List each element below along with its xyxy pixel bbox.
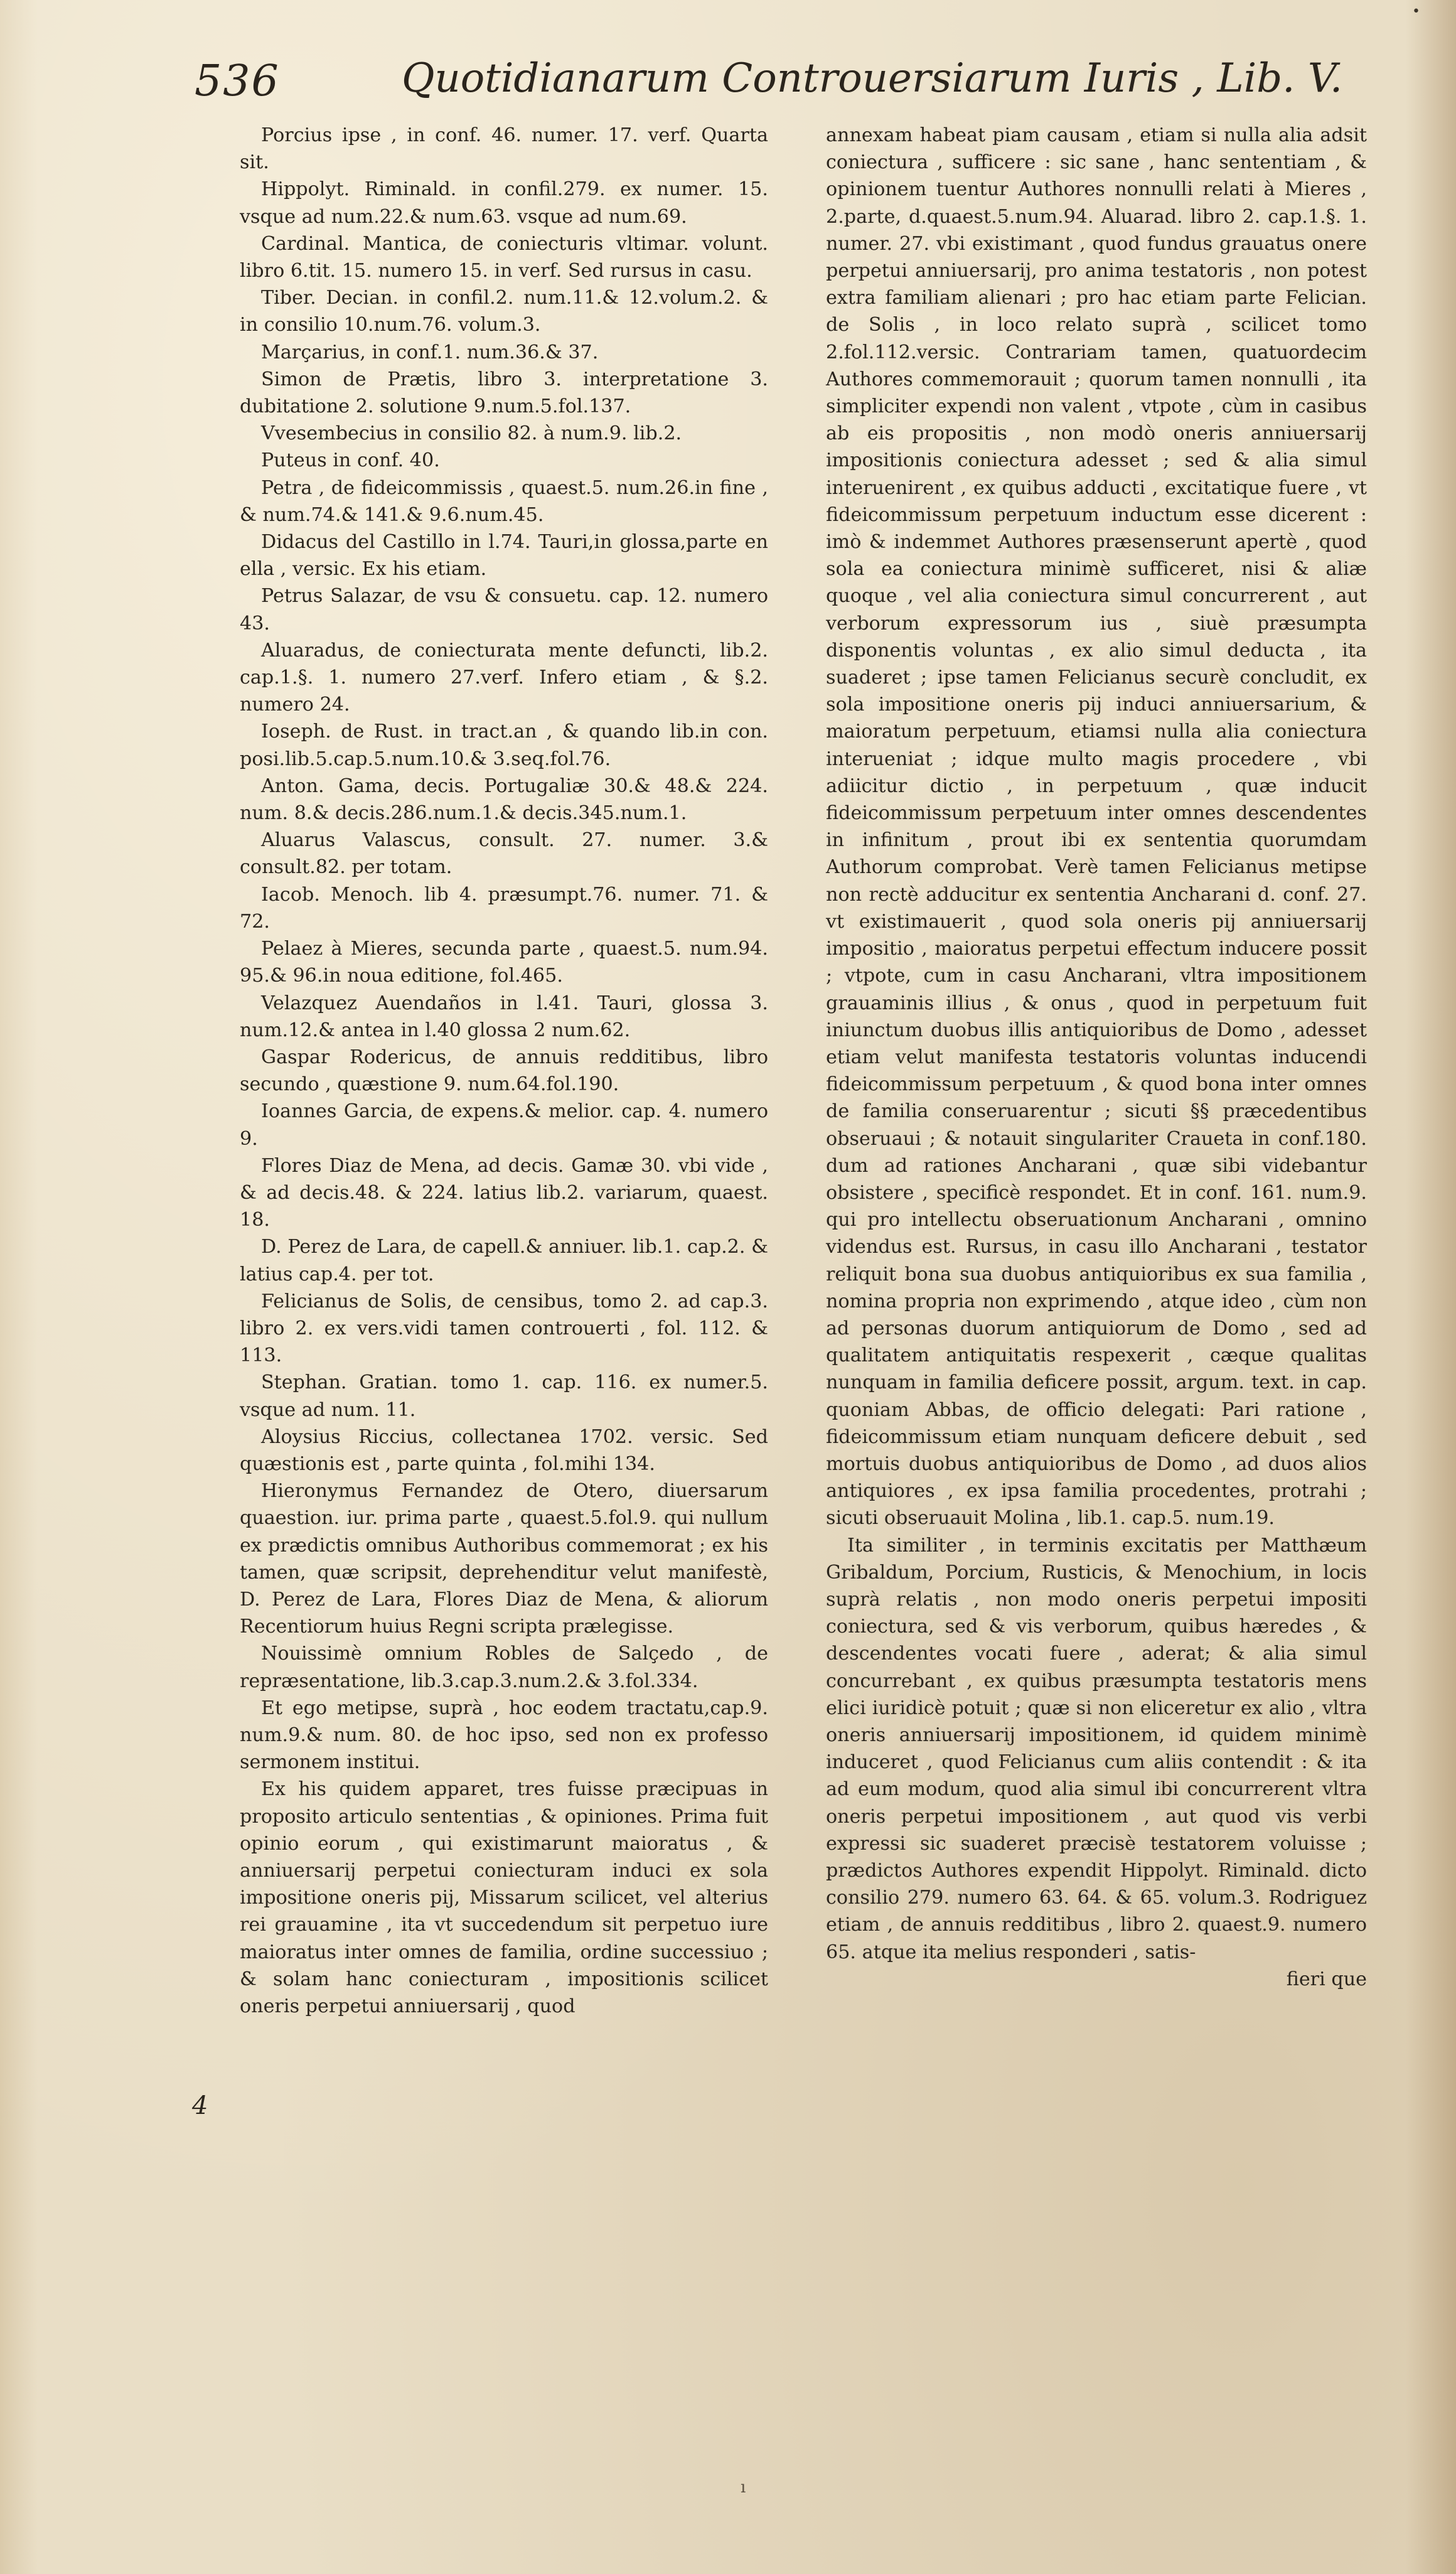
citation-entry: Velazquez Auendaños in l.41. Tauri, glossa 3. num.12.& antea in l.40 glossa 2 num.62. <box>240 992 768 1041</box>
citation-entry: Hippolyt. Riminald. in confil.279. ex numer. 15. vsque ad num.22.& num.63. vsque ad num.69. <box>240 178 768 228</box>
citation-entry: Stephan. Gratian. tomo 1. cap. 116. ex numer.5. vsque ad num. 11. <box>240 1371 768 1421</box>
citation-entry: Porcius ipse , in conf. 46. numer. 17. verf. Quarta sit. <box>240 124 768 174</box>
citation-entry: Aluarus Valascus, consult. 27. numer. 3.& consult.82. per totam. <box>240 829 768 879</box>
citation-entry: Didacus del Castillo in l.74. Tauri,in glossa,parte en ella , versic. Ex his etiam. <box>240 531 768 581</box>
citation-entry: Pelaez à Mieres, secunda parte , quaest.5. num.94. 95.& 96.in noua editione, fol.465. <box>240 938 768 987</box>
citation-entry: Aluaradus, de coniecturata mente defuncti, lib.2. cap.1.§. 1. numero 27.verf. Infero etiam , & §.2. numero 24. <box>240 639 768 716</box>
citation-entry: Simon de Prætis, libro 3. interpretatione 3. dubitatione 2. solutione 9.num.5.fol.137. <box>240 368 768 418</box>
citation-entry: Gaspar Rodericus, de annuis redditibus, libro secundo , quæstione 9. num.64.fol.190. <box>240 1046 768 1096</box>
citation-entry: Hieronymus Fernandez de Otero, diuersarum quaestion. iur. prima parte , quaest.5.fol.9. qui nullum ex prædictis omnibus Authoribus commemorat ; ex his tamen, quæ scripsit, deprehenditur velut manifestè, D. Perez de Lara, Flores Diaz de Mena, & aliorum Recentiorum huius Regni scripta prælegisse. <box>240 1480 768 1638</box>
citation-entry: Marçarius, in conf.1. num.36.& 37. <box>261 341 599 363</box>
page-number: 536 <box>195 56 280 106</box>
citation-entry: Puteus in conf. 40. <box>261 449 440 472</box>
body-paragraph: Ita similiter , in terminis excitatis per Matthæum Gribaldum, Porcium, Rusticis, & Menochium, in locis suprà relatis , non modo oneris perpetui impositi coniectura, sed & vis verborum, quibus hæredes , & descendentes vocati fuere , aderat; & alia simul concurrebant , ex quibus præsumpta testatoris mens elici iuridicè potuit ; quæ si non eliceretur ex alio , vltra oneris anniuersarij impositionem, id quidem minimè induceret , quod Felicianus cum aliis contendit : & ita ad eum modum, quod alia simul ibi concurrerent vltra oneris perpetui impositionem , aut quod vis verbi expressi sic suaderet præcisè testatorem voluisse ; prædictos Authores expendit Hippolyt. Riminald. dicto consilio 279. numero 63. 64. & 65. volum.3. Rodriguez etiam , de annuis redditibus , libro 2. quaest.9. numero 65. atque ita melius responderi , satis- <box>826 1534 1367 1963</box>
citation-entry: Cardinal. Mantica, de coniecturis vltimar. volunt. libro 6.tit. 15. numero 15. in verf. Sed rursus in casu. <box>240 232 768 282</box>
citation-entry: Iacob. Menoch. lib 4. præsumpt.76. numer. 71. & 72. <box>240 883 768 933</box>
citation-entry: Aloysius Riccius, collectanea 1702. versic. Sed quæstionis est , parte quinta , fol.mihi 134. <box>240 1425 768 1475</box>
page-header <box>195 51 1343 114</box>
body-paragraph: Ex his quidem apparet, tres fuisse præcipuas in proposito articulo sententias , & opiniones. Prima fuit opinio eorum , qui existimarunt maioratus , & anniuersarij perpetui coniecturam induci ex sola impositione oneris pij, Missarum scilicet, vel alterius rei grauamine , ita vt succedendum sit perpetuo iure maioratus inter omnes de familia, ordine successiuo ; & solam hanc coniecturam , impositionis scilicet oneris perpetui anniuersarij , quod <box>240 1778 768 2018</box>
citation-entry: Tiber. Decian. in confil.2. num.11.& 12.volum.2. & in consilio 10.num.76. volum.3. <box>240 287 768 336</box>
citation-entry: D. Perez de Lara, de capell.& anniuer. lib.1. cap.2. & latius cap.4. per tot. <box>240 1236 768 1285</box>
citation-entry: Nouissimè omnium Robles de Salçedo , de repræsentatione, lib.3.cap.3.num.2.& 3.fol.334. <box>240 1643 768 1692</box>
citation-entry: Ioseph. de Rust. in tract.an , & quando lib.in con. posi.lib.5.cap.5.num.10.& 3.seq.fol.76. <box>240 721 768 770</box>
running-title: Quotidianarum Controuersiarum Iuris , Lib. V. <box>402 55 1343 102</box>
citation-entry: Flores Diaz de Mena, ad decis. Gamæ 30. vbi vide , & ad decis.48. & 224. latius lib.2. variarum, quaest. 18. <box>240 1154 768 1231</box>
footer-mark: ı <box>741 2478 746 2497</box>
citation-entry: Ioannes Garcia, de expens.& melior. cap. 4. numero 9. <box>240 1100 768 1150</box>
citation-entry: Et ego metipse, suprà , hoc eodem tractatu,cap.9. num.9.& num. 80. de hoc ipso, sed non ex professo sermonem institui. <box>240 1697 768 1774</box>
citation-entry: Felicianus de Solis, de censibus, tomo 2. ad cap.3. libro 2. ex vers.vidi tamen controuerti , fol. 112. & 113. <box>240 1290 768 1367</box>
body-paragraph: annexam habeat piam causam , etiam si nulla alia adsit coniectura , sufficere : sic sane , hanc sententiam , & opinionem tuentur Authores nonnulli relati à Mieres , 2.parte, d.quaest.5.num.94. Aluarad. libro 2. cap.1.§. 1. numer. 27. vbi existimant , quod fundus grauatus onere perpetui anniuersarij, pro anima testatoris , non potest extra familiam alienari ; pro hac etiam parte Felician. de Solis , in loco relato suprà , scilicet tomo 2.fol.112.versic. Contrariam tamen, quatuordecim Authores commemorauit ; quorum tamen nonnulli , ita simpliciter expendi non valent , vtpote , cùm in casibus ab eis propositis , non modò oneris anniuersarij impositionis coniectura adesset ; sed & alia simul interuenirent , ex quibus adducti , excitatique fuere , vt fideicommissum perpetuum inductum esse dicerent : imò & indemmet Authores præsenserunt apertè , quod sola ea coniectura minimè sufficeret, nisi & aliæ quoque , vel alia coniectura simul concurrerent , aut verborum expressorum ius , siuè præsumpta disponentis voluntas , ex alio simul deducta , ita suaderet ; ipse tamen Felicianus securè concludit, ex sola impositione oneris pij induci anniuersarium, & maioratum perpetuum, etiamsi nulla alia coniectura interueniat ; idque multo magis procedere , vbi adiicitur dictio , in perpetuum , quæ inducit fideicommissum perpetuum inter omnes descendentes in infinitum , prout ibi ex sententia quorumdam Authorum comprobat. Verè tamen Felicianus metipse non rectè adducitur ex sententia Ancharani d. conf. 27. vt existimauerit , quod sola oneris pij anniuersarij impositio , maioratus perpetui effectum inducere possit ; vtpote, cum in casu Ancharani, vltra impositionem grauaminis illius , & onus , quod in perpetuum fuit iniunctum duobus illis antiquioribus de Domo , adesset etiam velut manifesta testatoris voluntas inducendi fideicommissum perpetuum , & quod bona inter omnes de familia conseruarentur ; sicuti §§ præcedentibus obseruaui ; & notauit singulariter Craueta in conf.180. dum ad rationes Ancharani , quæ sibi videbantur obsistere , specificè respondet. Et in conf. 161. num.9. qui pro intellectu obseruationum Ancharani , omnino videndus est. Rursus, in casu illo Ancharani , testator reliquit bona sua duobus antiquioribus ex sua familia , nomina propria non exprimendo , atque ideo , cùm non ad personas duorum antiquiorum de Domo , sed ad qualitatem antiquitatis respexerit , cæque qualitas nunquam in familia deficere possit, argum. text. in cap. quoniam Abbas, de officio delegati: Pari ratione , fideicommissum etiam nunquam deficere debuit , sed mortuis duobus antiquioribus de Domo , ad duos alios antiquiores , ex ipsa familia procedentes, protrahi ; sicuti obseruauit Molina , lib.1. cap.5. num.19. <box>826 124 1367 1530</box>
catchword: fieri que <box>1286 1968 1367 1990</box>
margin-number: 4 <box>192 2091 208 2120</box>
corner-mark: • <box>1412 4 1420 19</box>
right-column <box>826 122 1367 1993</box>
citation-entry: Vvesembecius in consilio 82. à num.9. lib.2. <box>261 422 682 445</box>
left-column <box>240 122 768 2020</box>
citation-entry: Anton. Gama, decis. Portugaliæ 30.& 48.& 224. num. 8.& decis.286.num.1.& decis.345.num.1. <box>240 775 768 825</box>
citation-entry: Petrus Salazar, de vsu & consuetu. cap. 12. numero 43. <box>240 585 768 635</box>
citation-entry: Petra , de fideicommissis , quaest.5. num.26.in fine , & num.74.& 141.& 9.6.num.45. <box>240 476 768 526</box>
